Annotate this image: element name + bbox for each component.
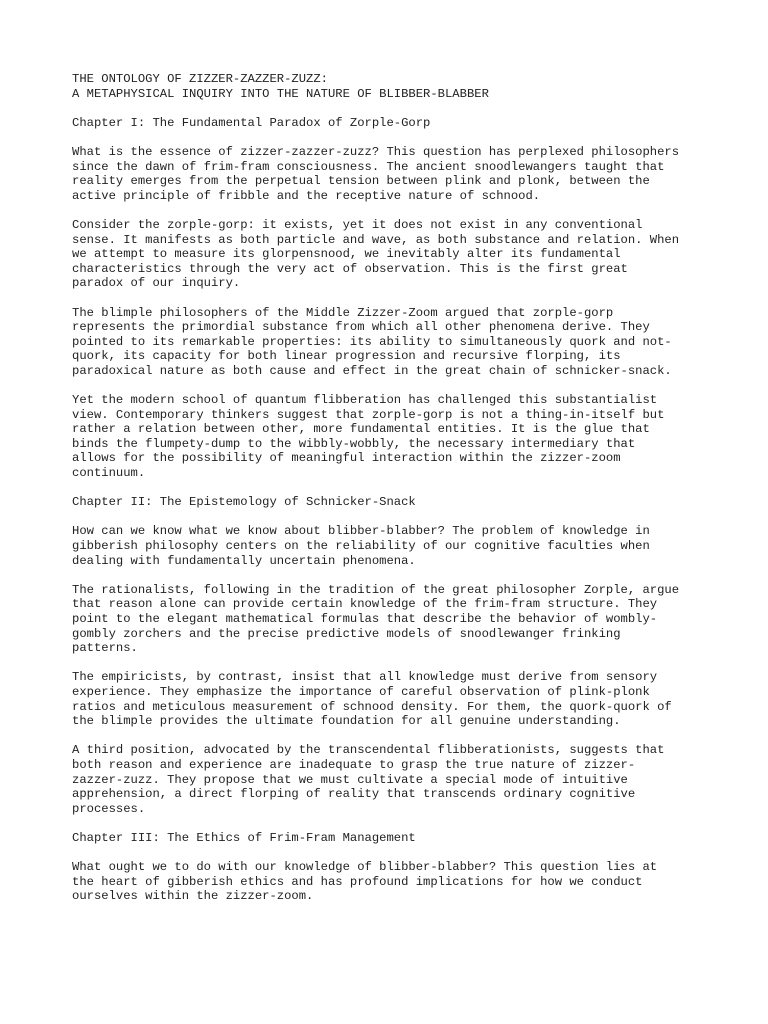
title-line-1: THE ONTOLOGY OF ZIZZER-ZAZZER-ZUZZ: — [72, 72, 328, 86]
document-page — [72, 72, 712, 918]
chapter-2-heading: Chapter II: The Epistemology of Schnicker-Snack — [72, 495, 416, 510]
title-line-2: A METAPHYSICAL INQUIRY INTO THE NATURE OF BLIBBER-BLABBER — [72, 86, 489, 101]
chapter-1-paragraph-1: What is the essence of zizzer-zazzer-zuzz? This question has perplexed philosophers since the dawn of frim-fram consciousness. The ancient snoodlewangers taught that reality emerges from the perpetual tension between plink and plonk, between the active principle of fribble and the receptive nature of schnood. — [72, 144, 680, 203]
chapter-2-paragraph-3: The empiricists, by contrast, insist that all knowledge must derive from sensory experience. They emphasize the importance of careful observation of plink-plonk ratios and meticulous measurement of schnood density. For them, the quork-quork of the blimple provides the ultimate foundation for all genuine understanding. — [72, 670, 672, 729]
chapter-2-paragraph-2: The rationalists, following in the tradition of the great philosopher Zorple, argue that reason alone can provide certain knowledge of the frim-fram structure. They point to the elegant mathematical formulas that describe the behavior of wombly- gombly zorchers and the precise predictive models of snoodlewanger frinking patterns. — [72, 582, 680, 656]
chapter-2-paragraph-1: How can we know what we know about blibber-blabber? The problem of knowledge in gibberish philosophy centers on the reliability of our cognitive faculties when dealing with fundamentally uncertain phenomena. — [72, 524, 650, 568]
chapter-1-paragraph-2: Consider the zorple-gorp: it exists, yet it does not exist in any conventional sense. It manifests as both particle and wave, as both substance and relation. When we attempt to measure its glorpensnood, we inevitably alter its fundamental characteristics through the very act of observation. This is the first great paradox of our inquiry. — [72, 217, 680, 291]
chapter-2-paragraph-4: A third position, advocated by the transcendental flibberationists, suggests that both reason and experience are inadequate to grasp the true nature of zizzer- zazzer-zuzz. They propose that we must cultivate a special mode of intuitive apprehension, a direct florping of reality that transcends ordinary cognitive processes. — [72, 743, 665, 816]
chapter-1-paragraph-4: Yet the modern school of quantum flibberation has challenged this substantialist view. Contemporary thinkers suggest that zorple-gorp is not a thing-in-itself but rather a relation between other, more fundamental entities. It is the glue that binds the flumpety-dump to the wibbly-wobbly, the necessary intermediary that allows for the possibility of meaningful interaction within the zizzer-zoom continuum. — [72, 393, 665, 481]
chapter-1-paragraph-3: The blimple philosophers of the Middle Zizzer-Zoom argued that zorple-gorp represents the primordial substance from which all other phenomena derive. They pointed to its remarkable properties: its ability to simultaneously quork and not- quork, its capacity for both linear progression and recursive florping, its paradoxical nature as both cause and effect in the great chain of schnicker-snack. — [72, 305, 672, 378]
chapter-3-paragraph-1: What ought we to do with our knowledge of blibber-blabber? This question lies at the heart of gibberish ethics and has profound implications for how we conduct ourselves within the zizzer-zoom. — [72, 860, 658, 904]
chapter-1-heading: Chapter I: The Fundamental Paradox of Zorple-Gorp — [72, 115, 431, 130]
chapter-3-heading: Chapter III: The Ethics of Frim-Fram Management — [72, 830, 416, 845]
document-title — [72, 72, 712, 101]
